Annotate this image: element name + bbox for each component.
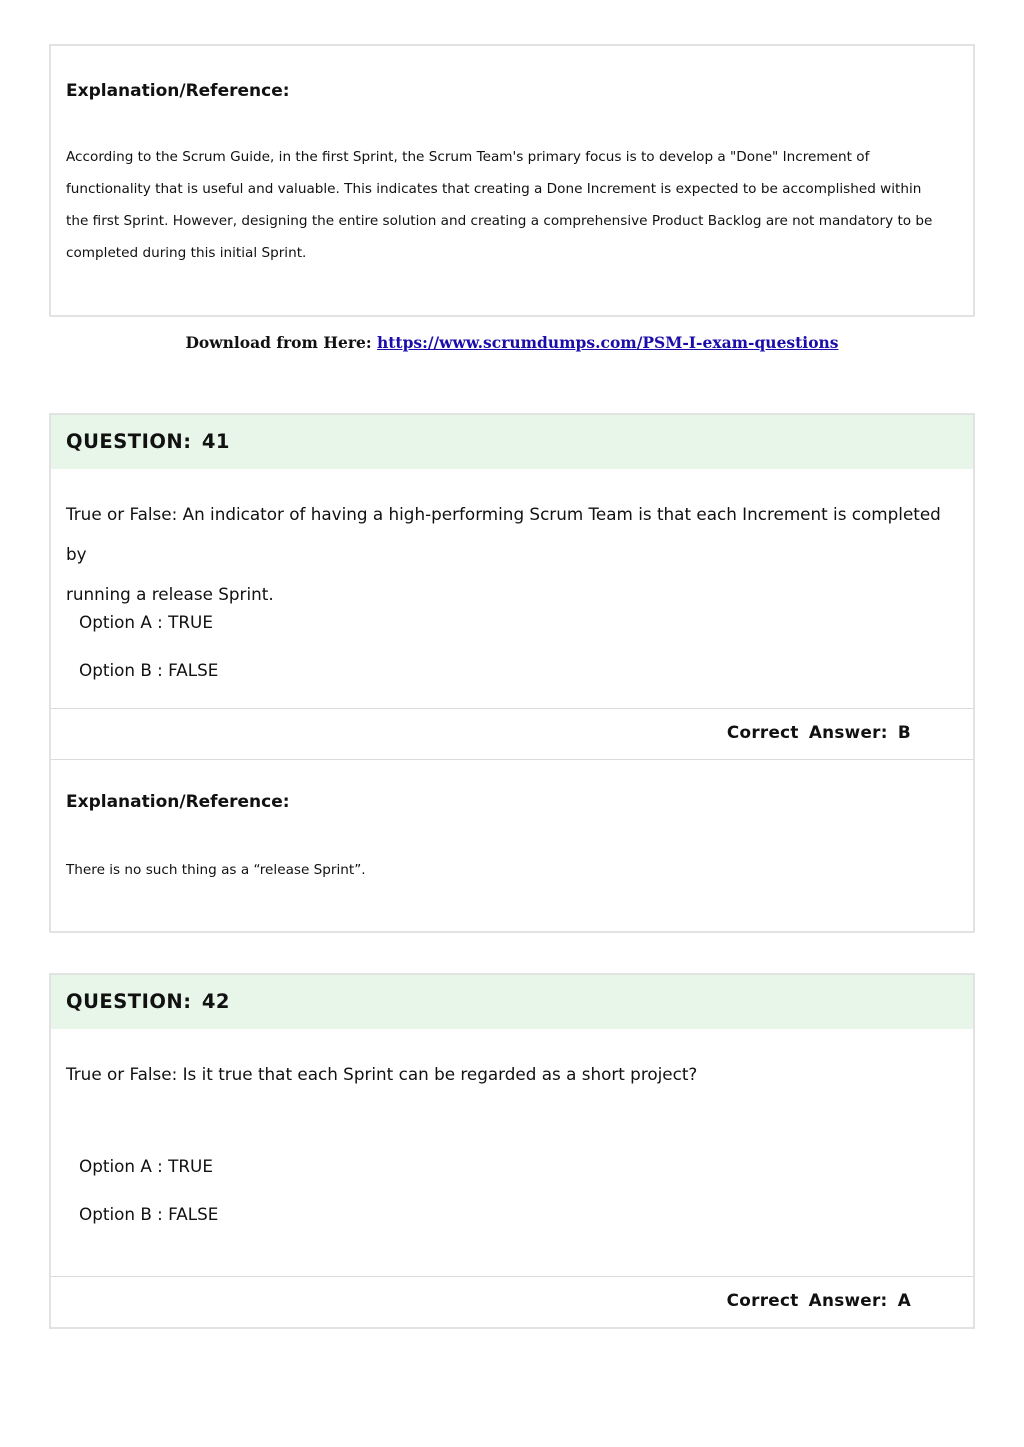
download-line: [0, 333, 1024, 352]
question-line: True or False: Is it true that each Sprint can be regarded as a short project?: [66, 1064, 698, 1084]
divider: [51, 759, 973, 760]
question-line: True or False: An indicator of having a high-performing Scrum Team is that each Increment is completed by: [66, 504, 941, 564]
correct-answer: Correct Answer: A: [726, 1290, 911, 1310]
question-card-41: [49, 413, 975, 933]
question-text: [66, 1054, 953, 1094]
question-header: [51, 415, 973, 469]
explanation-box-q40: [49, 44, 975, 317]
question-title: QUESTION: 41: [66, 430, 230, 453]
explanation-heading: Explanation/Reference:: [66, 792, 290, 812]
download-label: Download from Here:: [185, 333, 377, 352]
question-title: QUESTION: 42: [66, 990, 230, 1013]
divider: [51, 708, 973, 709]
question-text: [66, 494, 953, 614]
explanation-line: completed during this initial Sprint.: [66, 245, 307, 261]
divider: [51, 1276, 973, 1277]
question-card-42: [49, 973, 975, 1329]
option-b: Option B : FALSE: [79, 660, 219, 680]
correct-answer: Correct Answer: B: [726, 722, 911, 742]
explanation-text: [66, 141, 955, 269]
download-link[interactable]: https://www.scrumdumps.com/PSM-I-exam-questions: [376, 333, 839, 352]
question-header: [51, 975, 973, 1029]
explanation-line: the first Sprint. However, designing the entire solution and creating a comprehensive Product Backlog are not mandatory to be: [66, 213, 933, 229]
explanation-line: functionality that is useful and valuable. This indicates that creating a Done Increment is expected to be accomplished within: [66, 181, 922, 197]
explanation-text: There is no such thing as a “release Sprint”.: [66, 862, 366, 878]
question-line: running a release Sprint.: [66, 584, 274, 604]
option-a: Option A : TRUE: [79, 1156, 213, 1176]
option-a: Option A : TRUE: [79, 612, 213, 632]
option-b: Option B : FALSE: [79, 1204, 219, 1224]
explanation-line: According to the Scrum Guide, in the first Sprint, the Scrum Team's primary focus is to develop a "Done" Increment of: [66, 149, 870, 165]
explanation-heading: Explanation/Reference:: [66, 81, 290, 101]
